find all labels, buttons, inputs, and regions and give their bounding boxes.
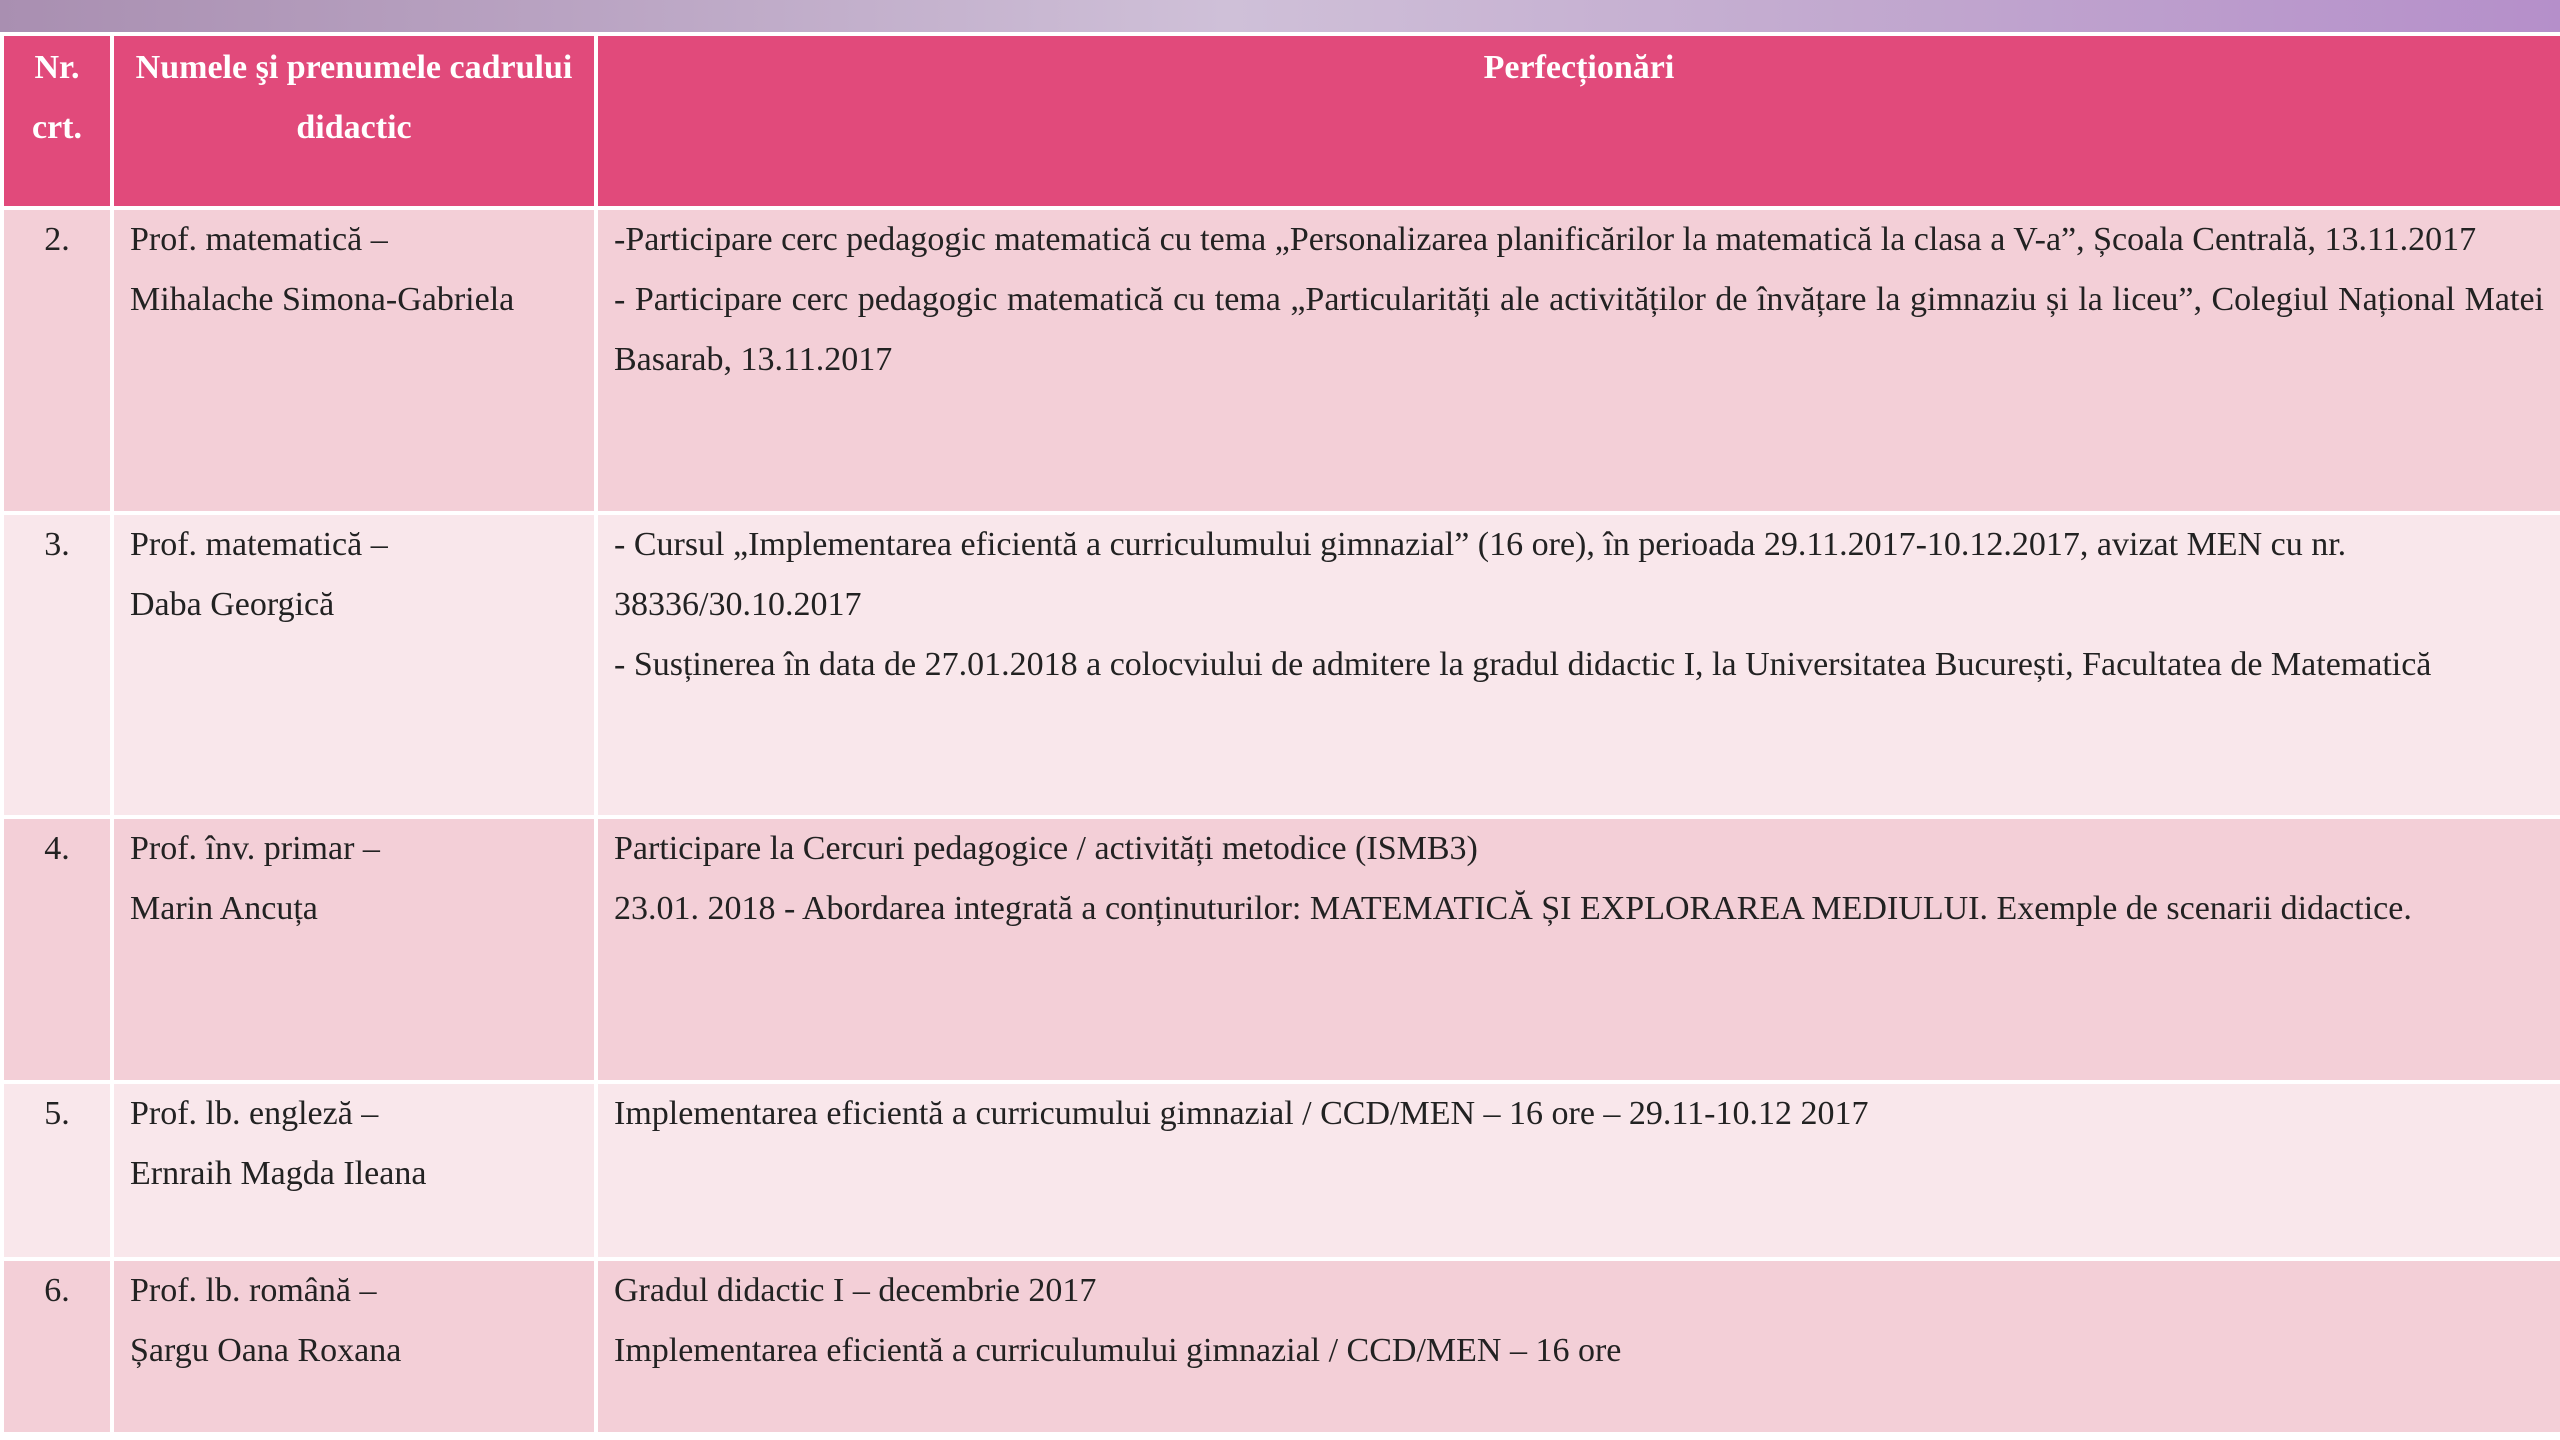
header-perf-label: Perfecționări (1483, 49, 1675, 86)
row-perf-item: 23.01. 2018 - Abordarea integrată a conținuturilor: MATEMATICĂ ȘI EXPLORAREA MEDIULUI. Exemple de scenarii didactice. (614, 890, 2412, 927)
header-perfectionari (596, 34, 2560, 208)
row-nr: 5. (2, 1082, 112, 1259)
row-perf-cell (596, 208, 2560, 513)
row-perf-cell (596, 1259, 2560, 1434)
top-decorative-band (0, 0, 2560, 32)
header-name-line1: Numele şi prenumele cadrului (135, 49, 573, 86)
row-name-title: Prof. lb. engleză – (130, 1095, 379, 1132)
row-name-cell (112, 513, 596, 817)
row-name-cell (112, 1259, 596, 1434)
table-row (2, 817, 2560, 1082)
row-name-person: Ernraih Magda Ileana (130, 1155, 427, 1192)
table-row (2, 1259, 2560, 1434)
row-perf-item: Implementarea eficientă a curricumului gimnazial / CCD/MEN – 16 ore – 29.11-10.12 2017 (614, 1095, 1869, 1132)
row-name-title: Prof. matematică – (130, 221, 388, 258)
header-name-line2: didactic (296, 109, 412, 146)
header-nr-line1: Nr. (34, 49, 80, 86)
row-name-person: Șargu Oana Roxana (130, 1332, 402, 1369)
row-nr: 6. (2, 1259, 112, 1434)
row-perf-cell (596, 817, 2560, 1082)
row-name-person: Daba Georgică (130, 586, 335, 623)
row-name-cell (112, 208, 596, 513)
header-nr-crt (2, 34, 112, 208)
row-perf-item: - Participare cerc pedagogic matematică cu tema „Particularități ale activităților de învățare la gimnaziu și la liceu”, Colegiul Național Matei Basarab, 13.11.2017 (614, 281, 2544, 378)
table-row (2, 208, 2560, 513)
row-name-person: Marin Ancuța (130, 890, 318, 927)
row-perf-cell (596, 1082, 2560, 1259)
row-perf-cell (596, 513, 2560, 817)
row-perf-item: - Cursul „Implementarea eficientă a curriculumului gimnazial” (16 ore), în perioada 29.11.2017-10.12.2017, avizat MEN cu nr. 38336/30.10.2017 (614, 526, 2347, 623)
row-name-cell (112, 817, 596, 1082)
header-nr-line2: crt. (31, 109, 82, 146)
row-name-person: Mihalache Simona-Gabriela (130, 281, 515, 318)
row-perf-item: Participare la Cercuri pedagogice / activități metodice (ISMB3) (614, 830, 1478, 867)
row-perf-item: Implementarea eficientă a curriculumului gimnazial / CCD/MEN – 16 ore (614, 1332, 1622, 1369)
row-nr: 3. (2, 513, 112, 817)
header-name (112, 34, 596, 208)
row-name-title: Prof. înv. primar – (130, 830, 380, 867)
row-nr: 4. (2, 817, 112, 1082)
table-row (2, 1082, 2560, 1259)
row-perf-item: - Susținerea în data de 27.01.2018 a colocviului de admitere la gradul didactic I, la Universitatea București, Facultatea de Matematică (614, 646, 2432, 683)
row-perf-item: Gradul didactic I – decembrie 2017 (614, 1272, 1097, 1309)
table-header-row (2, 34, 2560, 208)
row-name-title: Prof. matematică – (130, 526, 388, 563)
row-name-title: Prof. lb. română – (130, 1272, 377, 1309)
perfectionari-table (0, 32, 2560, 1436)
table-row (2, 513, 2560, 817)
row-name-cell (112, 1082, 596, 1259)
row-perf-item: -Participare cerc pedagogic matematică cu tema „Personalizarea planificărilor la matematică la clasa a V-a”, Școala Centrală, 13.11.2017 (614, 221, 2477, 258)
row-nr: 2. (2, 208, 112, 513)
